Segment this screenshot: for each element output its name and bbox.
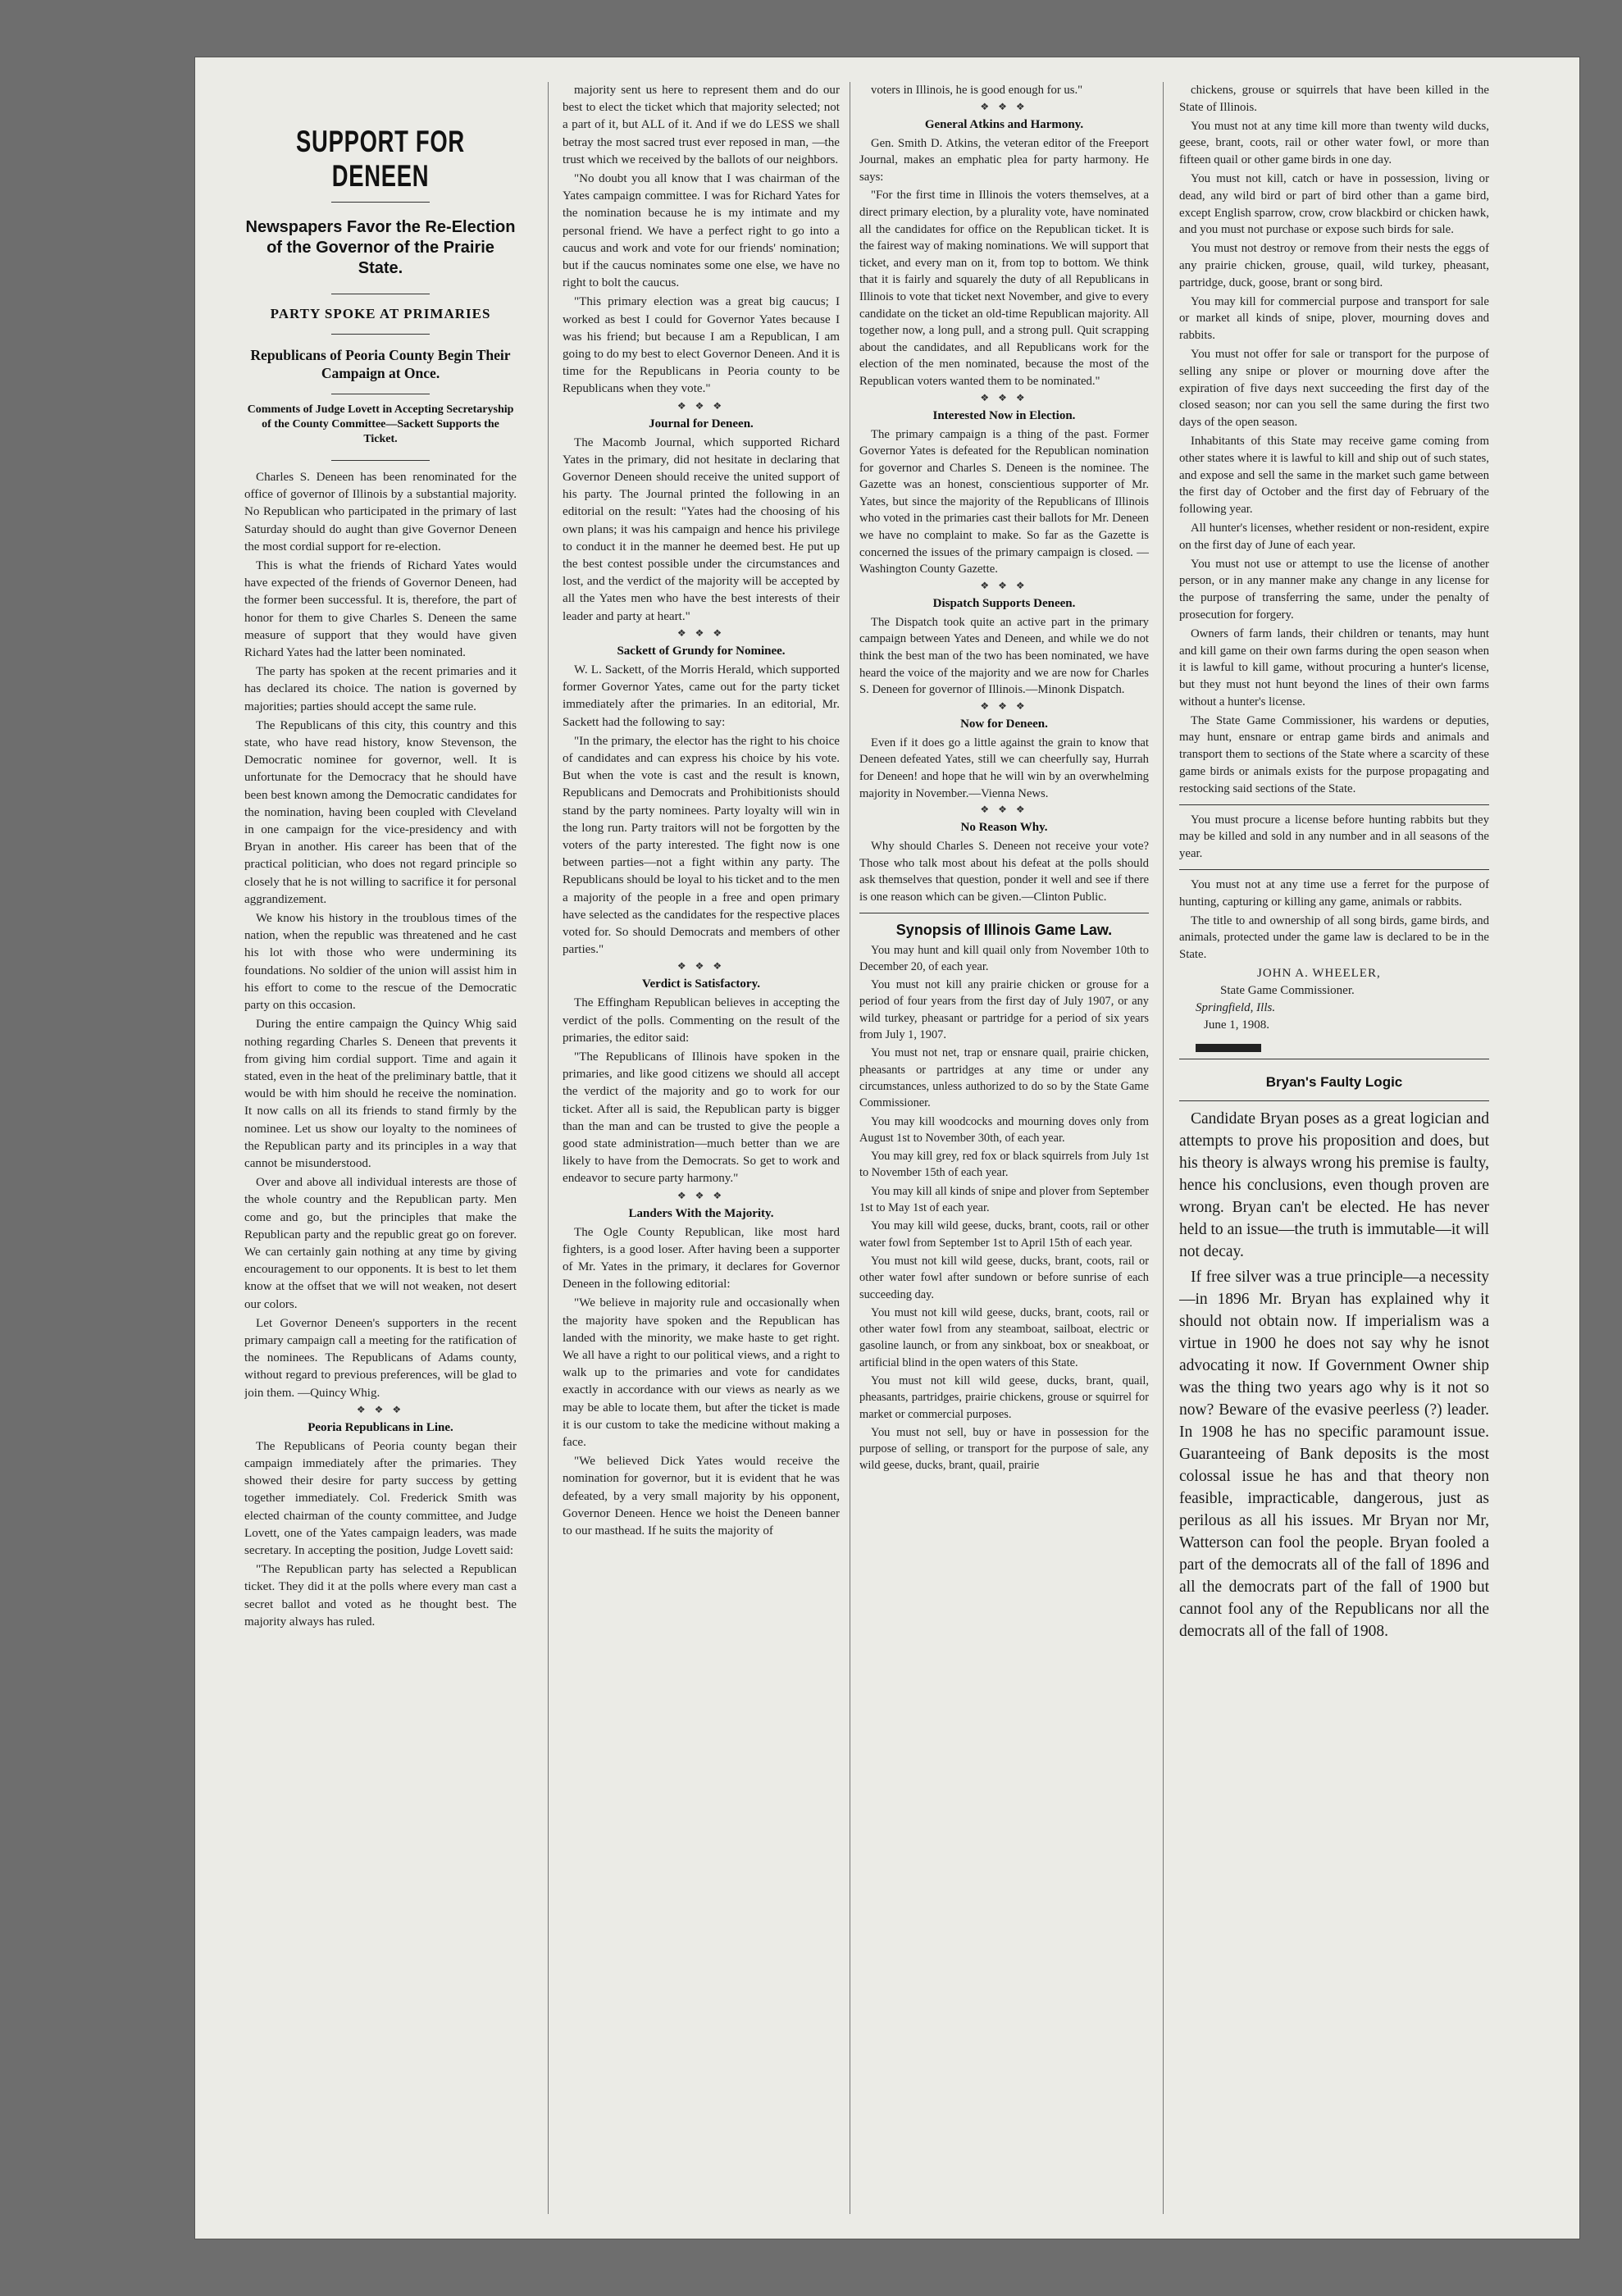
paragraph: Even if it does go a little against the grain to know that Deneen defeated Yates, still we can cheerfully say, Hurrah for Deneen! and hope that he will win by an overwhelming majority in November.—Vienna News. (859, 736, 1149, 800)
section-heading: Dispatch Supports Deneen. (932, 596, 1076, 610)
paragraph: Over and above all individual interests are those of the whole country and the Republican party. Men come and go, but the principles that make the Republican party and the republic great go on forever. We can certainly gain nothing at any time by giving encouragement to our opponents. It is best to let them know at the offset that we will not weaken, not desert our colors. (244, 1176, 517, 1311)
paragraph: You must not at any time use a ferret for the purpose of hunting, capturing or killing any game, animals or rabbits. (1179, 878, 1489, 909)
paragraph: "We believe in majority rule and occasionally when the majority have spoken and the Republican has landed with the minority, we make haste to get right. We all have a right to our political views, and a right to walk up to the primaries and vote for candidates exactly in accordance with our views as nearly as we may be able to locate them, but after the ticket is made it is our custom to take the medicine without making a face. (563, 1296, 840, 1450)
ornament: ❖ ❖ ❖ (980, 804, 1028, 816)
paragraph: You must procure a license before hunting rabbits but they may be killed and sold in any number and in all seasons of the year. (1179, 813, 1489, 861)
paragraph: chickens, grouse or squirrels that have been killed in the State of Illinois. (1179, 84, 1489, 114)
paragraph: You must not sell, buy or have in possession for the purpose of selling, or transport for the purpose of sale, any wild geese, ducks, brant, quail, prairie (859, 1425, 1149, 1473)
section-heading: Peoria Republicans in Line. (308, 1420, 453, 1434)
paragraph: You may kill all kinds of snipe and plover from September 1st to May 1st of each year. (859, 1184, 1149, 1215)
divider (331, 202, 430, 203)
paragraph: You must not offer for sale or transport for the purpose of selling any snipe or plover or mourning dove after the expiration of five days next succeeding the first day of the closed season; nor can you sell the same during the first two days of the open season. (1179, 347, 1489, 430)
section-heading: Bryan's Faulty Logic (1265, 1074, 1403, 1091)
column-2 (563, 82, 840, 1542)
paragraph: You may kill woodcocks and mourning doves only from August 1st to November 30th, of each year. (859, 1114, 1149, 1145)
ornament: ❖ ❖ ❖ (980, 579, 1028, 591)
paragraph: You may hunt and kill quail only from November 10th to December 20, of each year. (859, 943, 1149, 973)
paragraph: You must not kill, catch or have in possession, living or dead, any wild bird or part of bird other than a game bird, except English sparrow, crow, crow blackbird or chicken hawk, and you must not purchase or expose such birds for sale. (1179, 171, 1489, 237)
section-heading: Sackett of Grundy for Nominee. (617, 644, 786, 658)
ink-smudge (1196, 1044, 1261, 1052)
paragraph: The Dispatch took quite an active part in the primary campaign between Yates and Deneen, and while we do not think the best man of the two has been nominated, we have heard the voice of the majority and we are now for Charles S. Deneen for governor of Illinois.—Minonk Dispatch. (859, 615, 1149, 697)
paragraph: "We believed Dick Yates would receive the nomination for governor, but it is evident that he was defeated, by a very small majority by his opponent, Governor Deneen. Hence we hoist the Deneen banner to our masthead. If he suits the majority of (563, 1455, 840, 1538)
column-rule (1163, 82, 1164, 2214)
ornament: ❖ ❖ ❖ (677, 960, 726, 973)
paragraph: Gen. Smith D. Atkins, the veteran editor of the Freeport Journal, makes an emphatic plea for party harmony. He says: (859, 136, 1149, 184)
paragraph: You must not kill any prairie chicken or grouse for a period of four years from the first day of July 1907, or any wild turkey, pheasant or partridge for a period of six years from July 1, 1907. (859, 978, 1149, 1042)
divider (1179, 1100, 1489, 1101)
newspaper-page (195, 57, 1579, 2239)
paragraph: You must not destroy or remove from their nests the eggs of any prairie chicken, grouse, quail, wild turkey, pheasant, partridge, duck, goose, brant or song bird. (1179, 242, 1489, 289)
paragraph: Owners of farm lands, their children or tenants, may hunt and kill game on their own farms during the open season when it is lawful to kill game, without procuring a hunter's license, but they must not hunt beyond the lines of their own farms without a hunter's license. (1179, 626, 1489, 708)
signature-title: State Game Commissioner. (1220, 984, 1355, 998)
subhead-bold: Republicans of Peoria County Begin Their Campaign at Once. (250, 347, 511, 381)
paragraph: You must not at any time kill more than twenty wild ducks, geese, brant, coots, rail or other water fowl, or more than fifteen quail or other game birds in one day. (1179, 119, 1489, 167)
paragraph: Inhabitants of this State may receive game coming from other states where it is lawful to kill and ship out of such states, and expose and sell the same in the market such game between the first day of October and the first day of February of the following year. (1179, 434, 1489, 517)
paragraph: If free silver was a true principle—a necessity—in 1896 Mr. Bryan has explained why it should not obtain now. If imperialism was a virtue in 1900 he does not say why he isnot advocating it now. If Government Owner ship was the thing two years ago why is it not so now? Beware of the evasive peerless (?) leader. In 1908 he has no specific paramount issue. Guaranteeing of Bank deposits is the most colossal issue he has and that theory non feasible, impracticable, dangerous, just as perilous as all his issues. Mr Bryan nor Mr, Watterson can fool the people. Bryan fooled a part of the democrats all of the fall of 1896 and all the democrats part of the fall of 1900 but cannot fool any of the Republicans nor all the democrats all of the fall of 1908. (1179, 1269, 1489, 1641)
paragraph: voters in Illinois, he is good enough for us." (871, 84, 1083, 97)
paragraph: You must not kill wild geese, ducks, brant, quail, pheasants, partridges, prairie chickens, grouse or squirrel for market or commercial purposes. (859, 1374, 1149, 1421)
signature-name: JOHN A. WHEELER, (1257, 967, 1381, 981)
paragraph: "This primary election was a great big caucus; I worked as best I could for Governor Yates because I was his friend; but because I am a Republican, I am going to do my best to elect Governor Deneen. And it is time for the Republicans in Peoria county to be Republicans when they vote." (563, 295, 840, 396)
divider (331, 334, 430, 335)
paragraph: majority sent us here to represent them and do our best to elect the ticket which that majority selected; not a part of it, but ALL of it. And if we do LESS we shall betray the most sacred trust ever reposed in man, —the trust which we received by the ballots of our neighbors. (563, 84, 840, 166)
paragraph: Why should Charles S. Deneen not receive your vote? Those who talk most about his defeat at the polls should ask themselves that question, ponder it well and see if there is one reason which can be given.—Clinton Public. (859, 840, 1149, 904)
subhead-small: Comments of Judge Lovett in Accepting Secretaryship of the County Committee—Sackett Supports the Ticket. (247, 403, 514, 445)
paragraph: You must not kill wild geese, ducks, brant, coots, rail or other water fowl after sundown or before sunrise of each succeeding day. (859, 1254, 1149, 1301)
paragraph: Candidate Bryan poses as a great logician and attempts to prove his proposition and does, but his theory is always wrong his premise is faulty, hence his conclusions, even though proven are wrong. Bryan can't be elected. He has never held to an issue—the truth is immutable—it will not decay. (1179, 1110, 1489, 1261)
column-4 (1179, 82, 1489, 1646)
signature-place: Springfield, Ills. (1196, 1001, 1276, 1015)
ornament: ❖ ❖ ❖ (677, 626, 726, 639)
signature-date: June 1, 1908. (1204, 1018, 1269, 1032)
section-heading: No Reason Why. (960, 821, 1048, 835)
paragraph: Charles S. Deneen has been renominated for the office of governor of Illinois by a substantial majority. No Republican who participated in the primary of last Saturday should do aught than give Governor Deneen the most cordial support for re-election. (244, 471, 517, 554)
column-1 (244, 82, 517, 1633)
paragraph: "The Republican party has selected a Republican ticket. They did it at the polls where every man cast a secret ballot and voted as he thought best. The majority always has ruled. (244, 1563, 517, 1629)
paragraph: All hunter's licenses, whether resident or non-resident, expire on the first day of June of each year. (1179, 521, 1489, 552)
ornament: ❖ ❖ ❖ (356, 1403, 405, 1415)
section-heading: Journal for Deneen. (649, 417, 754, 430)
subhead-caps: PARTY SPOKE AT PRIMARIES (270, 306, 491, 321)
paragraph: Let Governor Deneen's supporters in the recent primary campaign call a meeting for the ratification of the nominees. The Republicans of Adams county, without regard to previous preferences, will be glad to join them. —Quincy Whig. (244, 1316, 517, 1400)
divider (1179, 869, 1489, 870)
ornament: ❖ ❖ ❖ (980, 391, 1028, 403)
ornament: ❖ ❖ ❖ (677, 1189, 726, 1201)
ornament: ❖ ❖ ❖ (980, 699, 1028, 712)
divider (331, 460, 430, 461)
paragraph: This is what the friends of Richard Yates would have expected of the friends of Governor Deneen, had the former been successful. It is, therefore, the part of honor for them to give Charles S. Deneen the same measure of support that they would have given Richard Yates had the latter been nominated. (244, 559, 517, 660)
paragraph: The Effingham Republican believes in accepting the verdict of the polls. Commenting on the result of the primaries, the editor said: (563, 996, 840, 1045)
section-heading: Landers With the Majority. (628, 1206, 774, 1220)
paragraph: During the entire campaign the Quincy Whig said nothing regarding Charles S. Deneen that prevents it from giving him cordial support. Time and again it stated, even in the heat of the preliminary battle, that it would be with him should he receive the nomination. It now calls on all its friends to stand firmly by the nominee. Let us show our loyalty to the nominees of the Republican party and its principles in a way that cannot be misunderstood. (244, 1018, 517, 1170)
paragraph: You must not kill wild geese, ducks, brant, coots, rail or other water fowl from any steamboat, sailboat, electric or gasoline launch, or from any sinkboat, box or sneakboat, or artificial blind in the open waters of this State. (859, 1305, 1149, 1369)
paragraph: You may kill for commercial purpose and transport for sale or market all kinds of snipe, plover, mourning doves and rabbits. (1179, 294, 1489, 343)
paragraph: "In the primary, the elector has the right to his choice of candidates and can express his choice by his vote. But when the vote is cast and the result is known, Republicans and Democrats and Prohibitionists should stand by the party nominees. Party loyalty will win in the long run. Party traitors will not be forgotten by the voters of the party interested. The fight now is one between parties—not a fight within any party. The Republicans should be loyal to his ticket and to the men a majority of the people in a free and open primary have selected as the candidates for the respective places voted for. So should Democrats and members of other parties." (563, 734, 840, 957)
paragraph: The Macomb Journal, which supported Richard Yates in the primary, did not hesitate in declaring that Governor Deneen should receive the united support of his party. The Journal printed the following in an editorial on the result: "Yates had the choosing of his own plans; it was his campaign and hence his privilege to conduct it in the manner he deemed best. He put up the best contest possible under the circumstances and lost, and the verdict of the majority will be accepted by all the Yates men who have the best interests of their leader and party at heart." (563, 435, 840, 623)
paragraph: The State Game Commissioner, his wardens or deputies, may hunt, ensnare or entrap game birds and animals and transport them to sections of the State where a scarcity of these game birds or animals exists for the purpose propagating and restocking said sections of the State. (1179, 713, 1489, 795)
paragraph: You must not net, trap or ensnare quail, prairie chicken, pheasants or partridges at any time or under any circumstances, unless authorized to do so by the State Game Commissioner. (859, 1046, 1149, 1110)
column-rule (548, 82, 549, 2214)
masthead-headline: SUPPORT FOR DENEEN (296, 125, 465, 193)
paragraph: The title to and ownership of all song birds, game birds, and animals, protected under the game law is declared to be in the State. (1179, 913, 1489, 962)
section-heading: Now for Deneen. (960, 717, 1048, 731)
paragraph: You may kill wild geese, ducks, brant, coots, rail or other water fowl from September 1st to April 15th of each year. (859, 1219, 1149, 1250)
ornament: ❖ ❖ ❖ (980, 100, 1028, 112)
paragraph: You must not use or attempt to use the license of another person, or in any manner make any change in any license for the purpose of transferring the same, under the penalty of prosecution for forgery. (1179, 557, 1489, 622)
paragraph: The primary campaign is a thing of the past. Former Governor Yates is defeated for the Republican nomination for governor and Charles S. Deneen is the nominee. The Gazette was an honest, conscientious supporter of Mr. Yates, but since the majority of the Republicans of Illinois who voted in the primaries cast their ballots for Mr. Deneen we have no complaint to make. So far as the Gazette is concerned the issues of the primary campaign is closed. — Washington County Gazette. (859, 427, 1149, 576)
paragraph: You may kill grey, red fox or black squirrels from July 1st to November 15th of each year. (859, 1150, 1149, 1180)
paragraph: "No doubt you all know that I was chairman of the Yates campaign committee. I was for Richard Yates for the nomination because he is my intimate and my personal friend. We have a perfect right to go into a caucus and work and vote for our friends' nomination; but if the caucus nominates some one else, we have no right to bolt the caucus. (563, 172, 840, 290)
paragraph: "The Republicans of Illinois have spoken in the primaries, and like good citizens we should all accept the verdict of the majority and go to work for our ticket. After all is said, the Republican party is bigger than the man and can be trusted to give the people a good state administration—much better than we are likely to have from the Democrats. So get to work and endeavor to secure party harmony." (563, 1050, 840, 1186)
paragraph: The Republicans of Peoria county began their campaign immediately after the primaries. They showed their desire for party success by getting together immediately. Col. Frederick Smith was elected chairman of the county committee, and Judge Lovett, one of the Yates campaign leaders, was made secretary. In accepting the position, Judge Lovett said: (244, 1439, 517, 1557)
section-heading: Interested Now in Election. (932, 408, 1076, 422)
paragraph: W. L. Sackett, of the Morris Herald, which supported former Governor Yates, came out for the party ticket immediately after the primaries. In an editorial, Mr. Sackett had the following to say: (563, 663, 840, 729)
paragraph: We know his history in the troublous times of the nation, when the republic was threatened and he cast his lot with those who were undermining its foundations. No soldier of the union will assist him in his effort to come to the rescue of the Democratic party on this occasion. (244, 912, 517, 1013)
paragraph: The Republicans of this city, this country and this state, who have read history, know Stevenson, the Democratic nominee for governor, well. It is unfortunate for the Democracy that he should have been best known among the Democratic candidates for the nomination, having been coupled with Cleveland in one campaign for the vice-presidency and with Bryan in another. His career has been that of the practical politician, who does not regard principle so closely that he is not willing to sacrifice it for personal aggrandizement. (244, 718, 517, 906)
paragraph: The party has spoken at the recent primaries and it has declared its choice. The nation is governed by majorities; parties should accept the same rule. (244, 665, 517, 713)
section-heading: Verdict is Satisfactory. (641, 977, 760, 991)
ornament: ❖ ❖ ❖ (677, 399, 726, 412)
game-law-body (859, 942, 1149, 1474)
divider (1179, 804, 1489, 805)
signature-block (1179, 965, 1489, 1034)
article-body (244, 469, 517, 1402)
game-law-title: Synopsis of Illinois Game Law. (895, 921, 1113, 938)
paragraph: "For the first time in Illinois the voters themselves, at a direct primary election, by a plurality vote, have nominated all the candidates for office on the Republican ticket. It is the fairest way of making nominations. We will support that ticket, and every man on it, from top to bottom. We think that it is fairly and squarely the duty of all Republicans in Illinois to vote that ticket next November, and give to every candidate on the ticket an old-time Republican majority. All together now, a long pull, and a strong pull. Quit scrapping about the candidates, and all Republicans work for the election of the men nominated, because the most of the Republican voters wanted them to be nominated." (859, 189, 1149, 388)
deck-headline: Newspapers Favor the Re-Election of the Governor of the Prairie State. (245, 218, 516, 277)
section-heading: General Atkins and Harmony. (924, 117, 1084, 131)
paragraph: The Ogle County Republican, like most hard fighters, is a good loser. After having been a supporter of Mr. Yates in the primary, it declares for Governor Deneen in the following editorial: (563, 1225, 840, 1292)
column-3 (859, 82, 1149, 1476)
